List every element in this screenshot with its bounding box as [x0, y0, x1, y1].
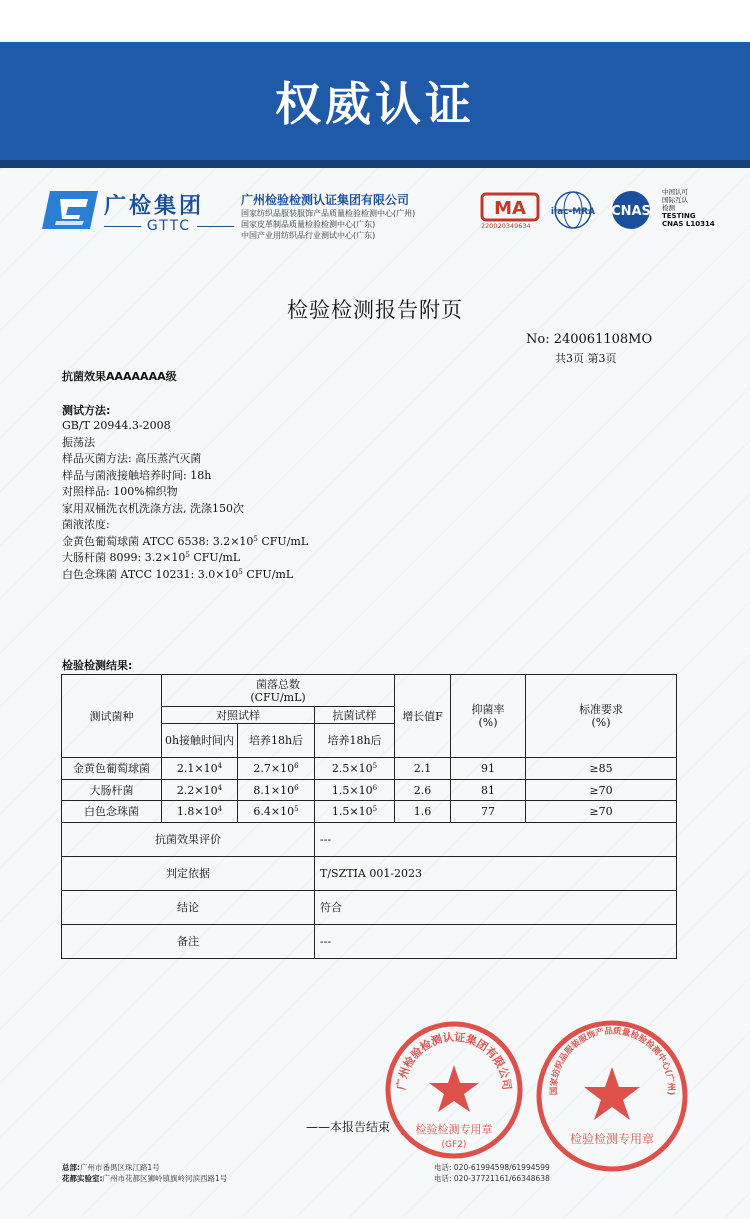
header-standard: 标准要求 (%) — [526, 675, 677, 758]
logo-chinese-name: 广检集团 — [104, 194, 205, 219]
method-concentration-label: 菌液浓度: — [62, 518, 110, 531]
logo-english — [104, 218, 234, 234]
summary-value: --- — [315, 925, 677, 959]
gttc-logo-icon — [40, 189, 100, 231]
summary-row — [62, 823, 677, 857]
report-title: 检验检测报告附页 — [287, 298, 463, 322]
concentration-line: 金黄色葡萄球菌 ATCC 6538: $3.2\times 10^5$ CFU/mL — [62, 534, 309, 548]
seal1-name: 广州检验检测认证集团有限公司 — [394, 1030, 514, 1091]
summary-value: --- — [315, 823, 677, 857]
inspection-seal-icon — [383, 1019, 525, 1161]
summary-row — [62, 857, 677, 891]
report-number: No: 240061108MO — [526, 332, 653, 347]
header-antibacterial: 抗菌试样 — [315, 707, 395, 724]
concentration-line: 白色念珠菌 ATCC 10231: $3.0\times 10^5$ CFU/mL — [62, 567, 294, 581]
header-inhibition: 抑菌率 (%) — [451, 675, 526, 758]
organization-sub-3: 中国产业用纺织品行业测试中心(广东) — [241, 231, 376, 240]
page-info: 共3页 第3页 — [555, 352, 617, 365]
table-row: 白色念珠菌 $1.8\times 10^4$ $6.4\times 10^5$ $1.5\times 10^5$ 1.6 77 ≥70 — [62, 801, 677, 823]
ilac-label: ilac-MRA — [550, 207, 596, 217]
header-control: 对照试样 — [162, 707, 315, 724]
method-lines — [62, 418, 308, 583]
cnas-label: CNAS — [611, 204, 651, 219]
header-control-0h: 0h接触时间内 — [162, 724, 238, 758]
method-standard: GB/T 20944.3-2008 — [62, 419, 171, 432]
concentration-line: 大肠杆菌 8099: $3.2\times 10^5$ CFU/mL — [62, 551, 241, 564]
antibacterial-rating: 抗菌效果AAAAAAA级 — [62, 370, 177, 383]
logo-english-name: GTTC — [146, 218, 192, 234]
seal1-sub: 检验检测专用章 — [415, 1123, 493, 1136]
address2: 广州市花都区狮岭镇旗岭河滨西路1号 — [102, 1174, 228, 1183]
organization-sub-1: 国家纺织品服装服饰产品质量检验检测中心(广州) — [241, 209, 416, 218]
address2-label: 花都实验室: — [62, 1174, 103, 1183]
report-end-line: ——本报告结束 — [306, 1120, 391, 1134]
top-margin — [0, 0, 750, 42]
results-table — [61, 674, 677, 959]
table-row: 金黄色葡萄球菌 $2.1\times 10^4$ $2.7\times 10^6$ $2.5\times 10^5$ 2.1 91 ≥85 — [62, 758, 677, 780]
header-growth: 增长值F — [395, 675, 451, 758]
organization-name: 广州检验检测认证集团有限公司 — [241, 193, 410, 207]
method-washing: 家用双桶洗衣机洗涤方法, 洗涤150次 — [62, 501, 244, 515]
address1-label: 总部: — [62, 1163, 80, 1172]
seal2-name: 国家纺织品服装服饰产品质量检验检测中心(广州) — [549, 1026, 676, 1096]
cnas-line-1: 中国认可 — [662, 188, 688, 196]
banner — [0, 42, 750, 160]
summary-label: 备注 — [62, 925, 315, 959]
cnas-mark-icon — [603, 190, 659, 230]
summary-value: T/SZTIA 001-2023 — [315, 857, 677, 891]
address-block — [62, 1162, 227, 1184]
method-title: 测试方法: — [62, 404, 111, 417]
cma-mark-icon — [479, 190, 541, 222]
cnas-line-3: 检测 — [662, 204, 675, 212]
summary-row — [62, 925, 677, 959]
organization-block — [241, 191, 415, 241]
phone2: 电话: 020-37721161/66348638 — [434, 1174, 550, 1183]
summary-row — [62, 891, 677, 925]
header-anti-18h: 培养18h后 — [315, 724, 395, 758]
table-row: 大肠杆菌 $2.2\times 10^4$ $8.1\times 10^6$ $1.5\times 10^6$ 2.6 81 ≥70 — [62, 780, 677, 801]
method-sterilization: 样品灭菌方法: 高压蒸汽灭菌 — [62, 452, 202, 465]
cnas-line-2: 国际互认 — [662, 196, 688, 204]
cnas-line-4: TESTING — [662, 212, 696, 220]
seal1-code: (GF2) — [441, 1140, 467, 1150]
cnas-accreditation-text — [662, 188, 715, 228]
phone-block — [434, 1162, 550, 1184]
summary-label: 结论 — [62, 891, 315, 925]
cma-label: MA — [494, 198, 526, 219]
quality-center-seal-icon — [535, 1019, 690, 1174]
results-title: 检验检测结果: — [62, 659, 133, 672]
method-type: 振荡法 — [62, 435, 95, 449]
logo-rule — [104, 226, 141, 227]
method-control-sample: 对照样品: 100%棉织物 — [62, 485, 178, 498]
header-control-18h: 培养18h后 — [238, 724, 315, 758]
ilac-mra-icon — [549, 190, 597, 230]
header-species: 测试菌种 — [62, 675, 162, 758]
table-header-row — [62, 675, 677, 707]
header-total-count: 菌落总数 (CFU/mL) — [162, 675, 395, 707]
phone1: 电话: 020-61994598/61994599 — [434, 1163, 550, 1172]
seal2-sub: 检验检测专用章 — [569, 1132, 655, 1146]
address1: 广州市番禺区珠江路1号 — [80, 1163, 160, 1172]
method-contact-time: 样品与菌液接触培养时间: 18h — [62, 468, 212, 482]
organization-sub-2: 国家皮革制品质量检验检测中心(广东) — [241, 220, 376, 229]
summary-label: 判定依据 — [62, 857, 315, 891]
cnas-line-5: CNAS L10314 — [662, 220, 715, 228]
banner-title: 权威认证 — [275, 77, 475, 131]
summary-value: 符合 — [315, 891, 677, 925]
summary-label: 抗菌效果评价 — [62, 823, 315, 857]
logo-rule — [197, 226, 234, 227]
cma-number: 220020349634 — [481, 222, 531, 230]
banner-stripe — [0, 160, 750, 168]
